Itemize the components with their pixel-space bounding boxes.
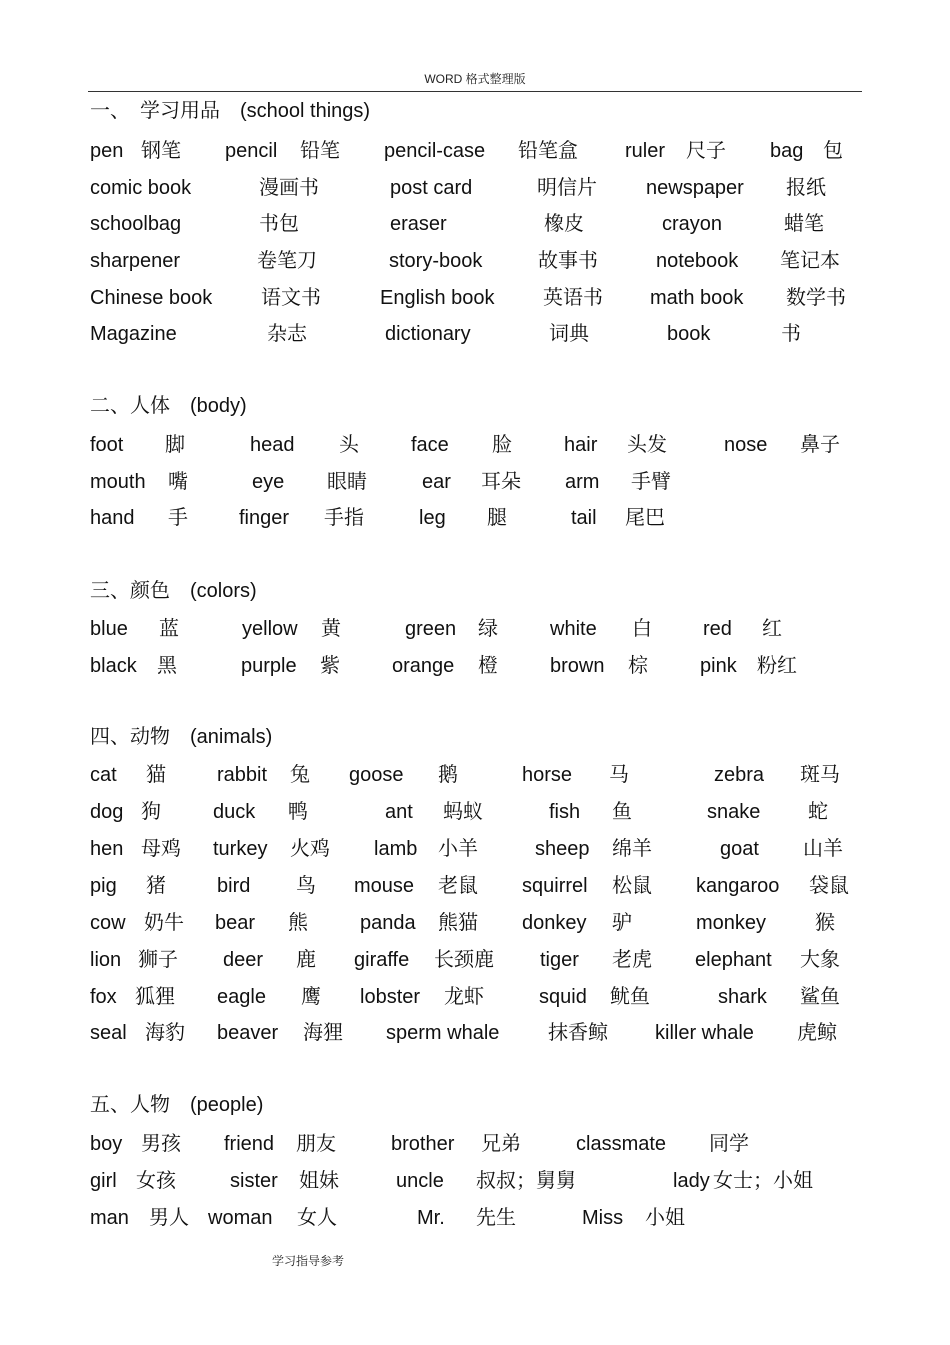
page-footer: 学习指导参考 [272, 1254, 345, 1268]
section-title: 四、动物 (animals) [90, 726, 273, 748]
english-word: pink [700, 655, 737, 677]
vocab-row [0, 469, 950, 499]
english-word: red [703, 618, 732, 640]
english-word: turkey [213, 838, 268, 860]
english-word: friend [224, 1133, 275, 1155]
chinese-meaning: 头 [339, 434, 359, 456]
chinese-meaning: 绵羊 [612, 838, 652, 860]
vocab-row [0, 1020, 950, 1050]
english-word: elephant [695, 949, 772, 971]
english-word: story-book [389, 250, 483, 272]
english-word: pencil-case [384, 140, 486, 162]
english-word: horse [522, 764, 573, 786]
chinese-meaning: 老虎 [612, 949, 652, 971]
vocab-row [0, 984, 950, 1014]
english-word: lion [90, 949, 122, 971]
english-word: deer [223, 949, 264, 971]
english-word: ruler [625, 140, 666, 162]
english-word: bag [770, 140, 804, 162]
chinese-meaning: 小姐 [645, 1207, 685, 1229]
chinese-meaning: 鸟 [296, 875, 316, 897]
chinese-meaning: 橙 [478, 655, 498, 677]
english-word: foot [90, 434, 124, 456]
english-word: pen [90, 140, 124, 162]
chinese-meaning: 嘴 [168, 471, 188, 493]
chinese-meaning: 词典 [549, 323, 589, 345]
chinese-meaning: 姐妹 [299, 1170, 339, 1192]
chinese-meaning: 尾巴 [625, 507, 665, 529]
english-word: green [405, 618, 457, 640]
english-word: squid [539, 986, 587, 1008]
vocab-row [0, 616, 950, 646]
english-word: hand [90, 507, 135, 529]
chinese-meaning: 兄弟 [481, 1133, 521, 1155]
header-rule [88, 91, 862, 92]
english-word: woman [208, 1207, 273, 1229]
vocab-row [0, 836, 950, 866]
chinese-meaning: 抹香鲸 [548, 1022, 608, 1044]
chinese-meaning: 头发 [627, 434, 667, 456]
chinese-meaning: 火鸡 [290, 838, 330, 860]
english-word: schoolbag [90, 213, 182, 235]
chinese-meaning: 黄 [321, 618, 341, 640]
chinese-meaning: 脚 [165, 434, 185, 456]
vocab-row [0, 910, 950, 940]
vocab-row [0, 432, 950, 462]
chinese-meaning: 猪 [146, 875, 166, 897]
chinese-meaning: 钢笔 [141, 140, 181, 162]
english-word: lamb [374, 838, 418, 860]
chinese-meaning: 朋友 [296, 1133, 336, 1155]
english-word: English book [380, 287, 495, 309]
english-word: nose [724, 434, 768, 456]
english-word: math book [650, 287, 744, 309]
english-word: mouse [354, 875, 415, 897]
english-word: pencil [225, 140, 278, 162]
english-word: Mr. [417, 1207, 445, 1229]
chinese-meaning: 鸭 [288, 801, 308, 823]
english-word: dictionary [385, 323, 471, 345]
chinese-meaning: 蜡笔 [784, 213, 824, 235]
vocab-row [0, 873, 950, 903]
english-word: face [411, 434, 449, 456]
chinese-meaning: 女士；小姐 [713, 1170, 813, 1192]
english-word: lady [673, 1170, 710, 1192]
chinese-meaning: 腿 [487, 507, 507, 529]
chinese-meaning: 狗 [141, 801, 161, 823]
english-word: white [550, 618, 597, 640]
chinese-meaning: 明信片 [537, 177, 597, 199]
english-word: hen [90, 838, 124, 860]
english-word: head [250, 434, 295, 456]
chinese-meaning: 男孩 [141, 1133, 181, 1155]
english-word: arm [565, 471, 600, 493]
vocab-row [0, 321, 950, 351]
english-word: comic book [90, 177, 192, 199]
english-word: purple [241, 655, 297, 677]
english-word: hair [564, 434, 598, 456]
english-word: rabbit [217, 764, 268, 786]
chinese-meaning: 白 [632, 618, 652, 640]
english-word: boy [90, 1133, 123, 1155]
english-word: ant [385, 801, 413, 823]
english-word: sperm whale [386, 1022, 500, 1044]
chinese-meaning: 鼻子 [800, 434, 840, 456]
chinese-meaning: 尺子 [686, 140, 726, 162]
english-word: mouth [90, 471, 146, 493]
chinese-meaning: 大象 [800, 949, 840, 971]
english-word: panda [360, 912, 416, 934]
english-word: tiger [540, 949, 579, 971]
english-word: black [90, 655, 137, 677]
chinese-meaning: 手指 [324, 507, 364, 529]
chinese-meaning: 叔叔；舅舅 [476, 1170, 576, 1192]
chinese-meaning: 脸 [492, 434, 512, 456]
english-word: Magazine [90, 323, 177, 345]
chinese-meaning: 耳朵 [481, 471, 521, 493]
english-word: tail [571, 507, 597, 529]
english-word: duck [213, 801, 256, 823]
vocab-row [0, 505, 950, 535]
vocab-row [0, 653, 950, 683]
english-word: Miss [582, 1207, 624, 1229]
english-word: ear [422, 471, 451, 493]
english-word: cow [90, 912, 126, 934]
section-title: 一、 学习用品 (school things) [90, 100, 371, 122]
chinese-meaning: 老鼠 [438, 875, 478, 897]
chinese-meaning: 手臂 [631, 471, 671, 493]
chinese-meaning: 卷笔刀 [257, 250, 317, 272]
english-word: beaver [217, 1022, 279, 1044]
english-word: leg [419, 507, 446, 529]
chinese-meaning: 袋鼠 [809, 875, 849, 897]
section-title: 五、人物 (people) [90, 1094, 264, 1116]
chinese-meaning: 母鸡 [141, 838, 181, 860]
vocab-row [0, 175, 950, 205]
chinese-meaning: 语文书 [261, 287, 321, 309]
chinese-meaning: 书包 [259, 213, 299, 235]
english-word: lobster [360, 986, 421, 1008]
english-word: fish [549, 801, 581, 823]
english-word: sharpener [90, 250, 181, 272]
chinese-meaning: 棕 [628, 655, 648, 677]
english-word: orange [392, 655, 455, 677]
chinese-meaning: 橡皮 [544, 213, 584, 235]
vocab-row [0, 248, 950, 278]
chinese-meaning: 长颈鹿 [434, 949, 494, 971]
chinese-meaning: 同学 [709, 1133, 749, 1155]
english-word: classmate [576, 1133, 667, 1155]
english-word: crayon [662, 213, 723, 235]
chinese-meaning: 鱼 [612, 801, 632, 823]
chinese-meaning: 黑 [157, 655, 177, 677]
english-word: post card [390, 177, 473, 199]
english-word: newspaper [646, 177, 744, 199]
english-word: squirrel [522, 875, 588, 897]
chinese-meaning: 漫画书 [259, 177, 319, 199]
english-word: man [90, 1207, 129, 1229]
english-word: killer whale [655, 1022, 754, 1044]
chinese-meaning: 海豹 [145, 1022, 185, 1044]
chinese-meaning: 男人 [149, 1207, 189, 1229]
vocab-row [0, 762, 950, 792]
vocab-row [0, 138, 950, 168]
english-word: goose [349, 764, 404, 786]
english-word: eraser [390, 213, 447, 235]
english-word: brown [550, 655, 605, 677]
chinese-meaning: 铅笔盒 [518, 140, 578, 162]
english-word: eye [252, 471, 285, 493]
english-word: pig [90, 875, 117, 897]
chinese-meaning: 猫 [146, 764, 166, 786]
chinese-meaning: 松鼠 [612, 875, 652, 897]
chinese-meaning: 猴 [815, 912, 835, 934]
chinese-meaning: 先生 [476, 1207, 516, 1229]
chinese-meaning: 熊猫 [438, 912, 478, 934]
english-word: girl [90, 1170, 117, 1192]
page-header: WORD 格式整理版 [424, 72, 526, 86]
chinese-meaning: 鹰 [301, 986, 321, 1008]
english-word: donkey [522, 912, 587, 934]
english-word: monkey [696, 912, 767, 934]
vocab-row [0, 1131, 950, 1161]
chinese-meaning: 蚂蚁 [443, 801, 483, 823]
chinese-meaning: 驴 [612, 912, 632, 934]
chinese-meaning: 斑马 [800, 764, 840, 786]
english-word: dog [90, 801, 124, 823]
vocab-row [0, 285, 950, 315]
chinese-meaning: 兔 [290, 764, 310, 786]
english-word: fox [90, 986, 117, 1008]
english-word: yellow [242, 618, 298, 640]
chinese-meaning: 马 [609, 764, 629, 786]
chinese-meaning: 包 [823, 140, 843, 162]
section-title: 三、颜色 (colors) [90, 580, 257, 602]
english-word: blue [90, 618, 128, 640]
chinese-meaning: 奶牛 [144, 912, 184, 934]
chinese-meaning: 绿 [478, 618, 498, 640]
chinese-meaning: 龙虾 [444, 986, 484, 1008]
english-word: zebra [714, 764, 765, 786]
english-word: book [667, 323, 711, 345]
chinese-meaning: 眼睛 [327, 471, 367, 493]
chinese-meaning: 数学书 [786, 287, 846, 309]
english-word: bird [217, 875, 251, 897]
chinese-meaning: 虎鲸 [797, 1022, 837, 1044]
chinese-meaning: 狐狸 [135, 986, 175, 1008]
chinese-meaning: 海狸 [303, 1022, 343, 1044]
chinese-meaning: 小羊 [438, 838, 478, 860]
english-word: sister [230, 1170, 278, 1192]
vocab-row [0, 1168, 950, 1198]
chinese-meaning: 手 [168, 507, 188, 529]
chinese-meaning: 杂志 [267, 323, 307, 345]
english-word: kangaroo [696, 875, 780, 897]
chinese-meaning: 山羊 [803, 838, 843, 860]
english-word: bear [215, 912, 256, 934]
english-word: seal [90, 1022, 127, 1044]
english-word: sheep [535, 838, 590, 860]
section-title: 二、人体 (body) [90, 395, 247, 417]
english-word: finger [239, 507, 290, 529]
chinese-meaning: 鹿 [296, 949, 316, 971]
chinese-meaning: 蛇 [808, 801, 828, 823]
english-word: shark [718, 986, 767, 1008]
chinese-meaning: 蓝 [159, 618, 179, 640]
chinese-meaning: 英语书 [543, 287, 603, 309]
chinese-meaning: 鲨鱼 [800, 986, 840, 1008]
chinese-meaning: 铅笔 [300, 140, 340, 162]
english-word: cat [90, 764, 117, 786]
chinese-meaning: 报纸 [786, 177, 826, 199]
chinese-meaning: 熊 [288, 912, 308, 934]
chinese-meaning: 笔记本 [780, 250, 840, 272]
english-word: snake [707, 801, 761, 823]
english-word: uncle [396, 1170, 444, 1192]
chinese-meaning: 鱿鱼 [610, 986, 650, 1008]
chinese-meaning: 女孩 [136, 1170, 176, 1192]
english-word: Chinese book [90, 287, 213, 309]
chinese-meaning: 女人 [297, 1207, 337, 1229]
chinese-meaning: 粉红 [757, 655, 797, 677]
chinese-meaning: 狮子 [138, 949, 178, 971]
english-word: notebook [656, 250, 739, 272]
chinese-meaning: 故事书 [538, 250, 598, 272]
vocab-row [0, 1205, 950, 1235]
vocab-row [0, 211, 950, 241]
english-word: goat [720, 838, 759, 860]
chinese-meaning: 书 [781, 323, 801, 345]
chinese-meaning: 紫 [320, 655, 340, 677]
english-word: eagle [217, 986, 266, 1008]
vocab-row [0, 799, 950, 829]
english-word: giraffe [354, 949, 410, 971]
english-word: brother [391, 1133, 455, 1155]
chinese-meaning: 红 [762, 618, 782, 640]
vocab-row [0, 947, 950, 977]
chinese-meaning: 鹅 [438, 764, 458, 786]
